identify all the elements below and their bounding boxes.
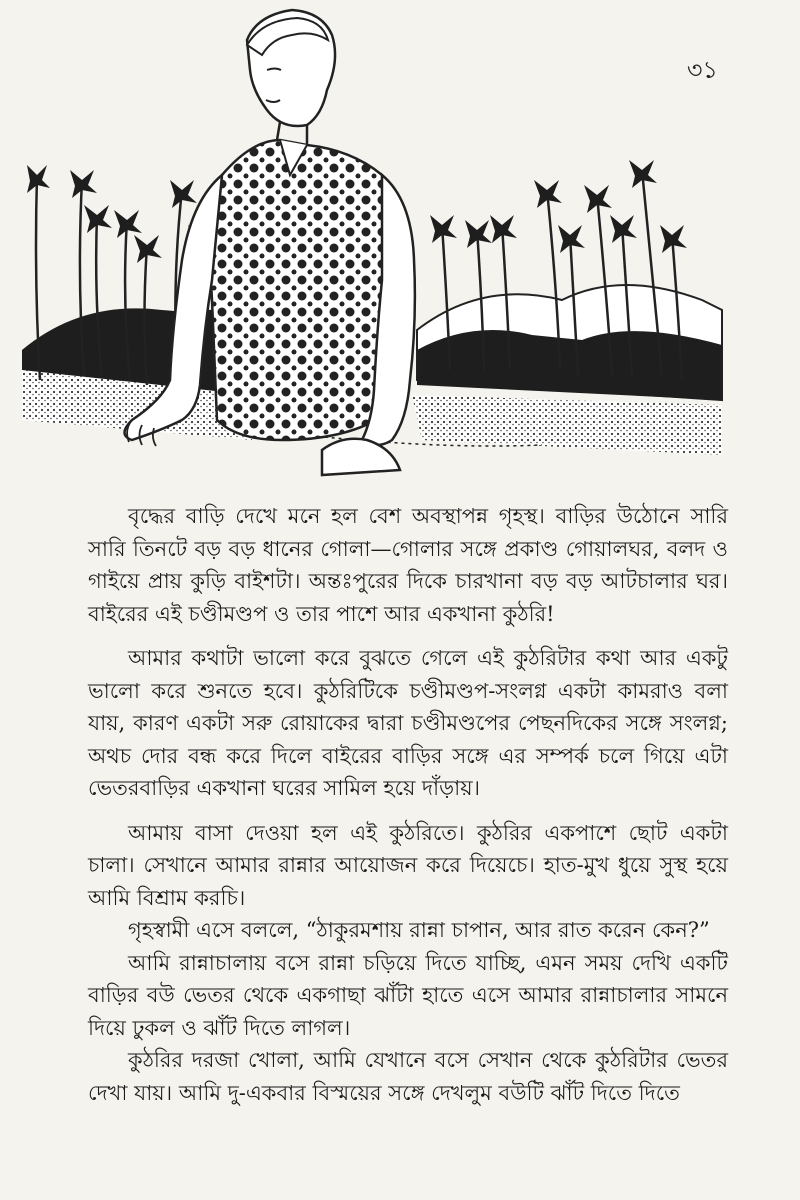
paragraph: আমি রান্নাচালায় বসে রান্না চড়িয়ে দিতে যাচ্ছি, এমন সময় দেখি একটি বাড়ির বউ ভেতর থেকে একগাছা ঝাঁটা হাতে এসে আমার রান্নাচালার সামনে দিয়ে ঢুকল ও ঝাঁট দিতে লাগল। (88, 950, 728, 1040)
paragraph: আমার কথাটা ভালো করে বুঝতে গেলে এই কুঠরিটার কথা আর একটু ভালো করে শুনতে হবে। কুঠরিটিকে চণ্ডীমণ্ডপ-সংলগ্ন একটা কামরাও বলা যায়, কারণ একটা সরু রোয়াকের দ্বারা চণ্ডীমণ্ডপের পেছনদিকের সঙ্গে সংলগ্ন; অথচ দোর বন্ধ করে দিলে বাইরের বাড়ির সঙ্গে এর সম্পর্ক চলে গিয়ে এটা ভেতরবাড়ির একখানা ঘরের সামিল হয়ে দাঁড়ায়। (88, 646, 728, 800)
paragraph: কুঠরির দরজা খোলা, আমি যেখানে বসে সেখান থেকে কুঠরিটার ভেতর দেখা যায়। আমি দু-একবার বিস্ময়ের সঙ্গে দেখলুম বউটি ঝাঁট দিতে দিতে (88, 1048, 728, 1105)
body-text (88, 500, 728, 1109)
paragraph: বৃদ্ধের বাড়ি দেখে মনে হল বেশ অবস্থাপন্ন গৃহস্থ। বাড়ির উঠোনে সারি সারি তিনটে বড় বড় ধানের গোলা—গোলার সঙ্গে প্রকাণ্ড গোয়ালঘর, বলদ ও গাইয়ে প্রায় কুড়ি বাইশটা। অন্তঃপুরের দিকে চারখানা বড় বড় আটচালার ঘর। বাইরের এই চণ্ডীমণ্ডপ ও তার পাশে আর একখানা কুঠরি! (88, 504, 728, 626)
paragraph: আমায় বাসা দেওয়া হল এই কুঠরিতে। কুঠরির একপাশে ছোট একটা চালা। সেখানে আমার রান্নার আয়োজন করে দিয়েচে। হাত-মুখ ধুয়ে সুস্থ হয়ে আমি বিশ্রাম করচি। (88, 820, 728, 910)
man-in-village-illustration (22, 0, 728, 480)
page-number: ৩১ (686, 56, 718, 84)
paragraph: গৃহস্বামী এসে বললে, “ঠাকুরমশায় রান্না চাপান, আর রাত করেন কেন?” (128, 918, 710, 942)
